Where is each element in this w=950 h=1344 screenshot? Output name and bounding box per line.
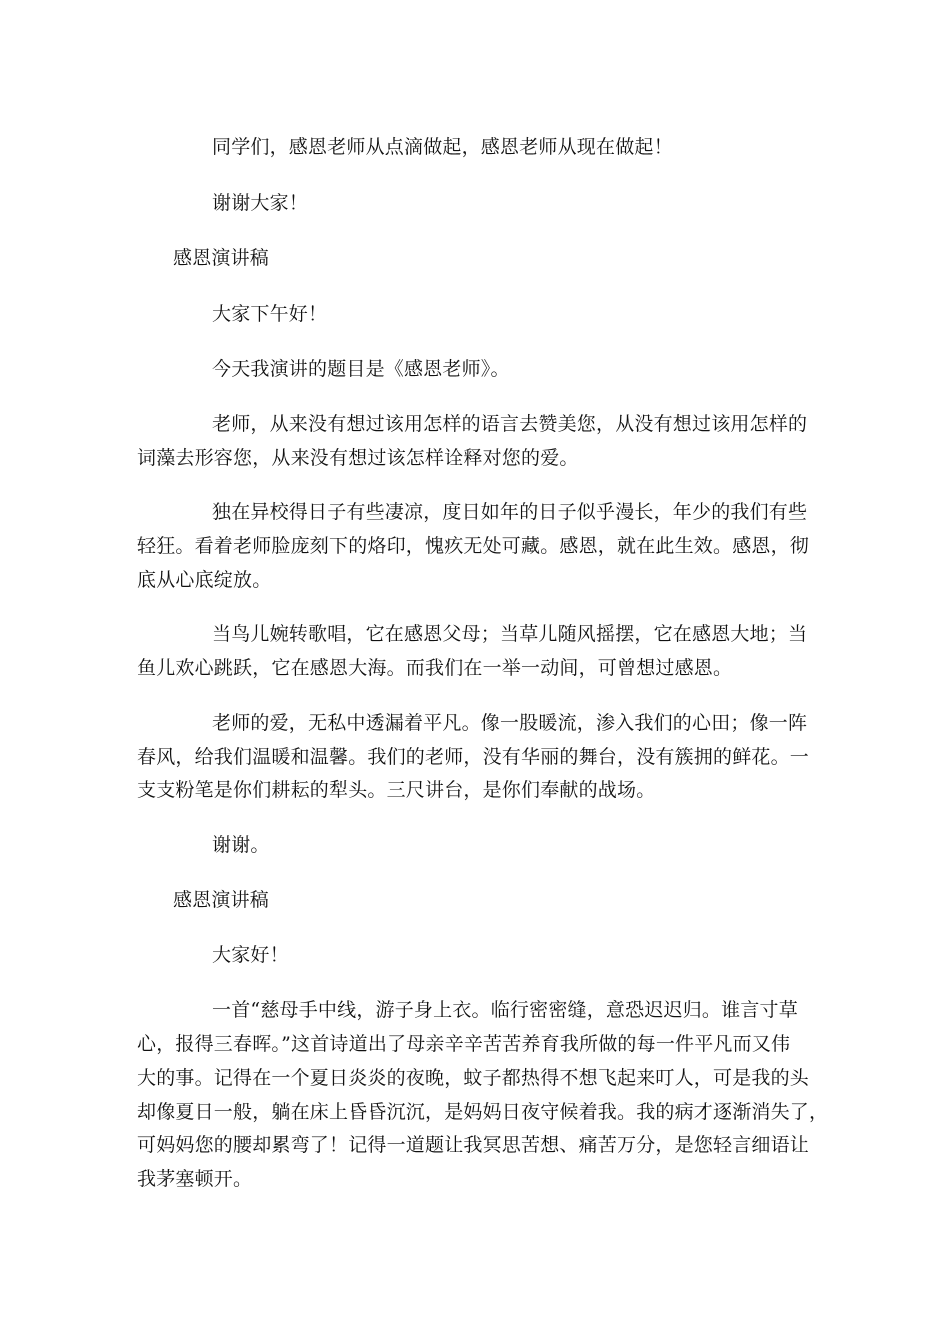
paragraph-line: 心，报得三春晖。”这首诗道出了母亲辛辛苦苦养育我所做的每一件平凡而又伟 [137, 1033, 791, 1055]
paragraph-line: 老师的爱，无私中透漏着平凡。像一股暖流，渗入我们的心田；像一阵 [212, 712, 808, 734]
paragraph-line: 独在异校得日子有些凄凉，度日如年的日子似乎漫长，年少的我们有些 [212, 501, 808, 523]
paragraph-line: 同学们，感恩老师从点滴做起，感恩老师从现在做起！ [212, 136, 673, 158]
paragraph-line: 老师，从来没有想过该用怎样的语言去赞美您，从没有想过该用怎样的 [212, 413, 808, 435]
paragraph-line: 鱼儿欢心跳跃，它在感恩大海。而我们在一举一动间，可曾想过感恩。 [137, 657, 733, 679]
section-heading: 感恩演讲稿 [173, 247, 270, 269]
paragraph-line: 一首“慈母手中线，游子身上衣。临行密密缝，意恐迟迟归。谁言寸草 [212, 999, 798, 1021]
paragraph-line: 今天我演讲的题目是《感恩老师》。 [212, 358, 510, 380]
section-heading: 感恩演讲稿 [173, 889, 270, 911]
paragraph-line: 支支粉笔是你们耕耘的犁头。三尺讲台，是你们奉献的战场。 [137, 779, 656, 801]
paragraph-line: 底从心底绽放。 [137, 569, 272, 591]
greeting-line: 大家下午好！ [212, 303, 328, 325]
paragraph-line: 我茅塞顿开。 [137, 1168, 253, 1190]
paragraph-line: 谢谢大家！ [212, 192, 309, 214]
paragraph-line: 大的事。记得在一个夏日炎炎的夜晚，蚊子都热得不想飞起来叮人，可是我的头 [137, 1067, 810, 1089]
paragraph-line: 词藻去形容您，从来没有想过该怎样诠释对您的爱。 [137, 447, 579, 469]
paragraph-line: 可妈妈您的腰却累弯了！记得一道题让我冥思苦想、痛苦万分，是您轻言细语让 [137, 1134, 810, 1156]
paragraph-line: 谢谢。 [212, 834, 270, 856]
paragraph-line: 却像夏日一般，躺在床上昏昏沉沉，是妈妈日夜守候着我。我的病才逐渐消失了， [137, 1101, 829, 1123]
paragraph-line: 当鸟儿婉转歌唱，它在感恩父母；当草儿随风摇摆，它在感恩大地；当 [212, 623, 808, 645]
greeting-line: 大家好！ [212, 944, 289, 966]
paragraph-line: 轻狂。看着老师脸庞刻下的烙印，愧疚无处可藏。感恩，就在此生效。感恩，彻 [137, 535, 810, 557]
paragraph-line: 春风，给我们温暖和温馨。我们的老师，没有华丽的舞台，没有簇拥的鲜花。一 [137, 746, 810, 768]
